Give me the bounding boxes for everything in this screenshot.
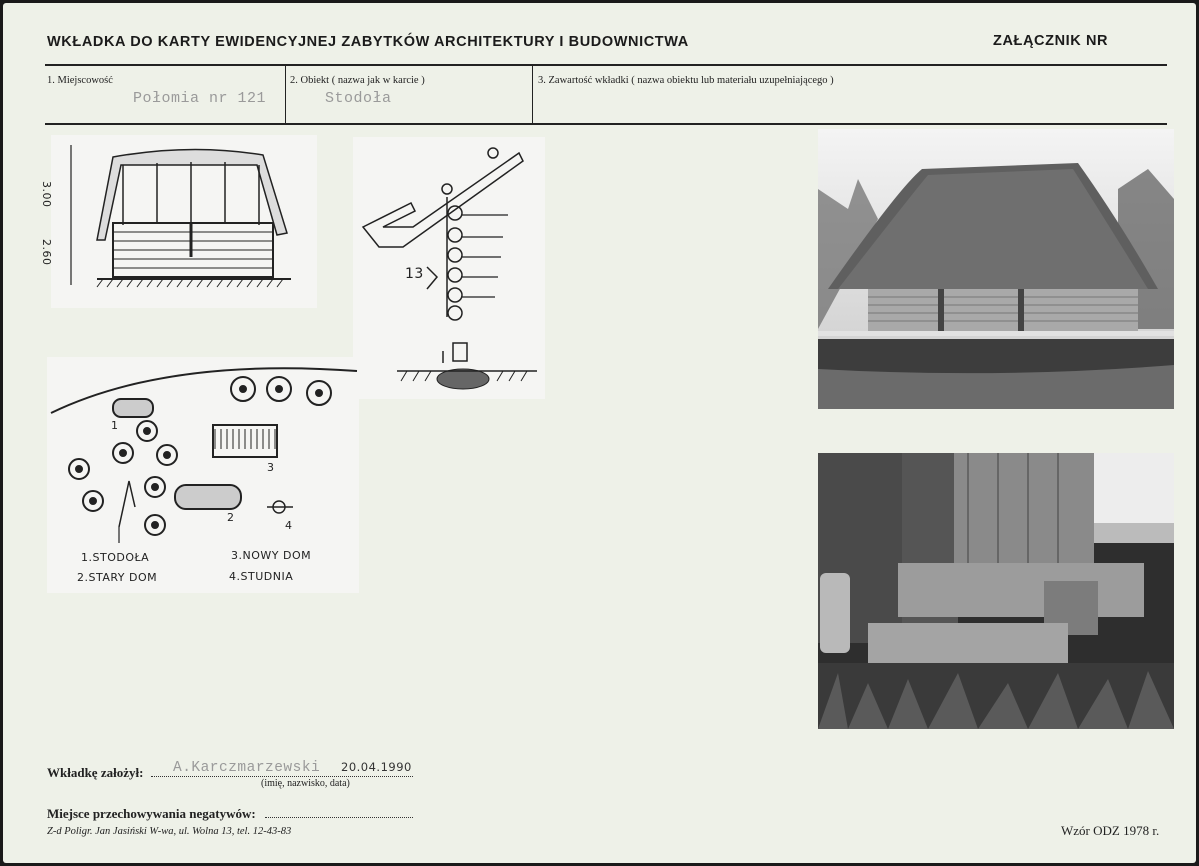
legend-new-house: 3.NOWY DOM bbox=[231, 549, 312, 562]
plan-number-2: 2 bbox=[227, 511, 235, 524]
construction-detail-sketch bbox=[353, 137, 545, 399]
detail-number: 13 bbox=[405, 266, 424, 282]
legend-well: 4.STUDNIA bbox=[229, 570, 294, 583]
barn-photo bbox=[818, 129, 1174, 409]
barn-photo-image bbox=[818, 129, 1174, 409]
founded-by-hint: (imię, nazwisko, data) bbox=[261, 778, 350, 789]
content-label: 3. Zawartość wkładki ( nazwa obiektu lub materiału uzupełniającego ) bbox=[538, 75, 834, 86]
record-insert-card bbox=[3, 3, 1196, 863]
plan-number-4: 4 bbox=[285, 519, 293, 532]
form-number: Wzór ODZ 1978 r. bbox=[1061, 823, 1160, 838]
legend-barn: 1.STODOŁA bbox=[81, 551, 150, 564]
founded-by-dotted-line bbox=[151, 776, 413, 777]
plan-number-3: 3 bbox=[267, 461, 275, 474]
field-divider-2 bbox=[532, 65, 533, 123]
negatives-location-dotted-line bbox=[265, 817, 413, 818]
top-rule bbox=[45, 64, 1167, 66]
printer-imprint: Z-d Poligr. Jan Jasiński W-wa, ul. Wolna 13, tel. 12-43-83 bbox=[47, 826, 292, 837]
annex-label: ZAŁĄCZNIK NR bbox=[993, 33, 1109, 49]
founded-date: 20.04.1990 bbox=[341, 760, 412, 774]
object-label: 2. Obiekt ( nazwa jak w karcie ) bbox=[290, 75, 425, 86]
barn-elevation-sketch bbox=[40, 135, 317, 308]
field-divider-1 bbox=[285, 65, 286, 123]
founded-by-name: A.Karczmarzewski bbox=[173, 760, 321, 776]
locality-value: Połomia nr 121 bbox=[133, 90, 267, 107]
height-dimension-top: 3.00 bbox=[40, 181, 53, 208]
detail-drawing bbox=[353, 137, 545, 399]
legend-old-house: 2.STARY DOM bbox=[77, 571, 158, 584]
corner-detail-photo bbox=[818, 453, 1174, 729]
corner-detail-image bbox=[818, 453, 1174, 729]
site-plan-sketch bbox=[47, 357, 359, 593]
elevation-drawing bbox=[51, 135, 317, 308]
fields-rule bbox=[45, 123, 1167, 125]
plan-number-1: 1 bbox=[111, 419, 119, 432]
object-value: Stodoła bbox=[325, 90, 392, 107]
card-title: WKŁADKA DO KARTY EWIDENCYJNEJ ZABYTKÓW ARCHITEKTURY I BUDOWNICTWA bbox=[47, 34, 689, 50]
founded-by-label: Wkładkę założył: bbox=[47, 765, 144, 780]
negatives-location-label: Miejsce przechowywania negatywów: bbox=[47, 806, 256, 821]
locality-label: 1. Miejscowość bbox=[47, 75, 113, 86]
height-dimension-bottom: 2.60 bbox=[40, 239, 53, 266]
